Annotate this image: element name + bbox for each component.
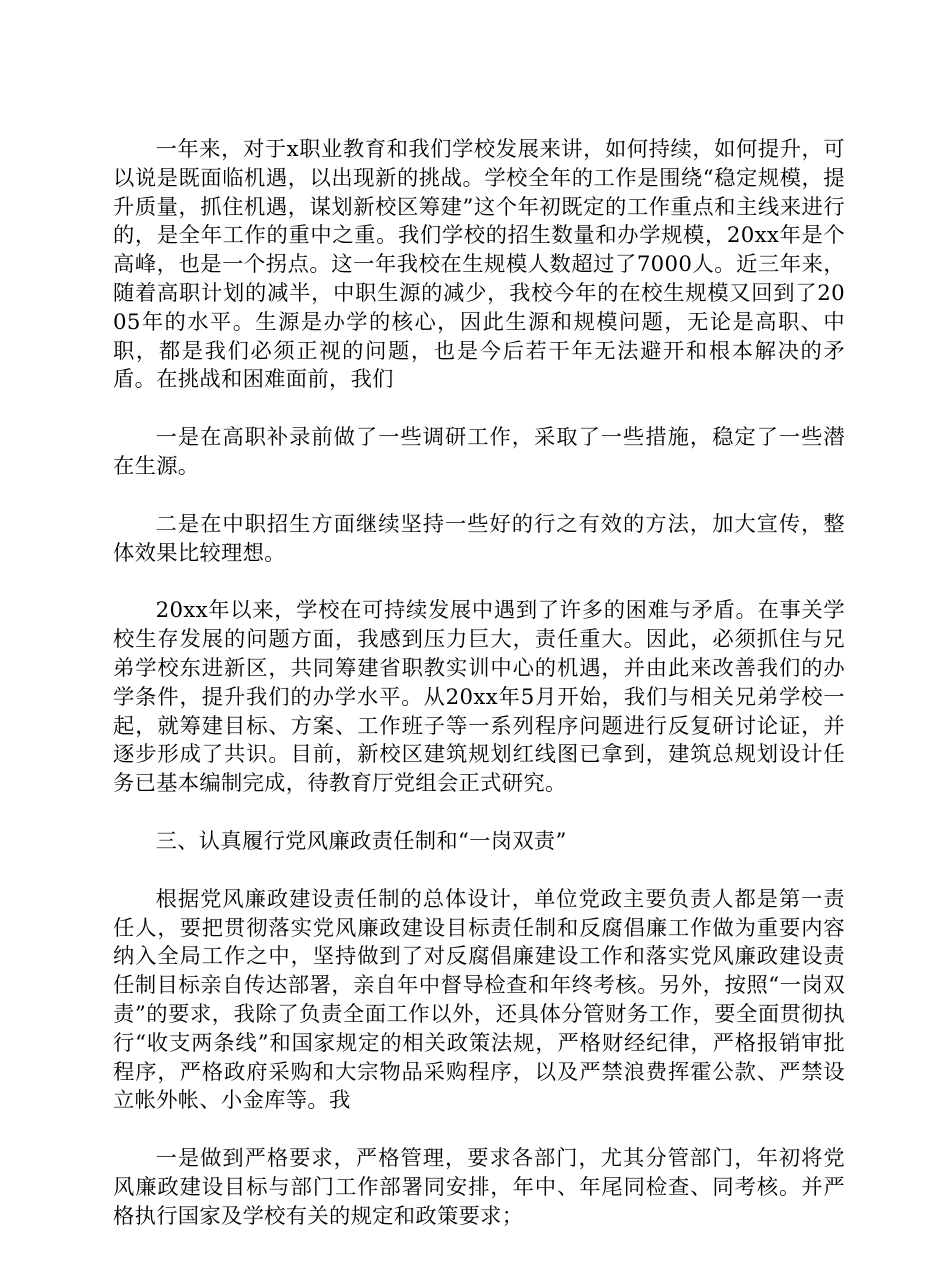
- paragraph-intro: 一年来，对于x职业教育和我们学校发展来讲，如何持续，如何提升，可以说是既面临机遇，以出现新的挑战。学校全年的工作是围绕“稳定规模，提升质量，抓住机遇，谋划新校区筹建”这个年初既定的工作重点和主线来进行的，是全年工作的重中之重。我们学校的招生数量和办学规模，20xx年是个高峰，也是一个拐点。这一年我校在生规模人数超过了7000人。近三年来，随着高职计划的减半，中职生源的减少，我校今年的在校生规模又回到了2005年的水平。生源是办学的核心，因此生源和规模问题，无论是高职、中职，都是我们必须正视的问题，也是今后若干年无法避开和根本解决的矛盾。在挑战和困难面前，我们: [113, 137, 845, 393]
- paragraph-new-campus: 20xx年以来，学校在可持续发展中遇到了许多的困难与矛盾。在事关学校生存发展的问题方面，我感到压力巨大，责任重大。因此，必须抓住与兄弟学校东进新区，共同筹建省职教实训中心的机遇，并由此来改善我们的办学条件，提升我们的办学水平。从20xx年5月开始，我们与相关兄弟学校一起，就筹建目标、方案、工作班子等一系列程序问题进行反复研讨论证，并逐步形成了共识。目前，新校区建筑规划红线图已拿到，建筑总规划设计任务已基本编制完成，待教育厅党组会正式研究。: [113, 598, 845, 797]
- paragraph-item-strict: 一是做到严格要求，严格管理，要求各部门，尤其分管部门，年初将党风廉政建设目标与部门工作部署同安排，年中、年尾同检查、同考核。并严格执行国家及学校有关的规定和政策要求；: [113, 1146, 845, 1229]
- paragraph-responsibility: 根据党风廉政建设责任制的总体设计，单位党政主要负责人都是第一责任人，要把贯彻落实党风廉政建设目标责任制和反腐倡廉工作做为重要内容纳入全局工作之中，坚持做到了对反腐倡廉建设工作和落实党风廉政建设责任制目标亲自传达部署，亲自年中督导检查和年终考核。另外，按照“一岗双责”的要求，我除了负责全面工作以外，还具体分管财务工作，要全面贯彻执行“收支两条线”和国家规定的相关政策法规，严格财经纪律，严格报销审批程序，严格政府采购和大宗物品采购程序，以及严禁浪费挥霍公款、严禁设立帐外帐、小金库等。我: [113, 886, 845, 1114]
- section-heading: 三、认真履行党风廉政责任制和“一岗双责”: [155, 828, 567, 854]
- paragraph-item-1: 一是在高职补录前做了一些调研工作，采取了一些措施，稳定了一些潜在生源。: [113, 425, 845, 479]
- document-body: [113, 136, 845, 1261]
- paragraph-item-2: 二是在中职招生方面继续坚持一些好的行之有效的方法，加大宣传，整体效果比较理想。: [113, 511, 845, 566]
